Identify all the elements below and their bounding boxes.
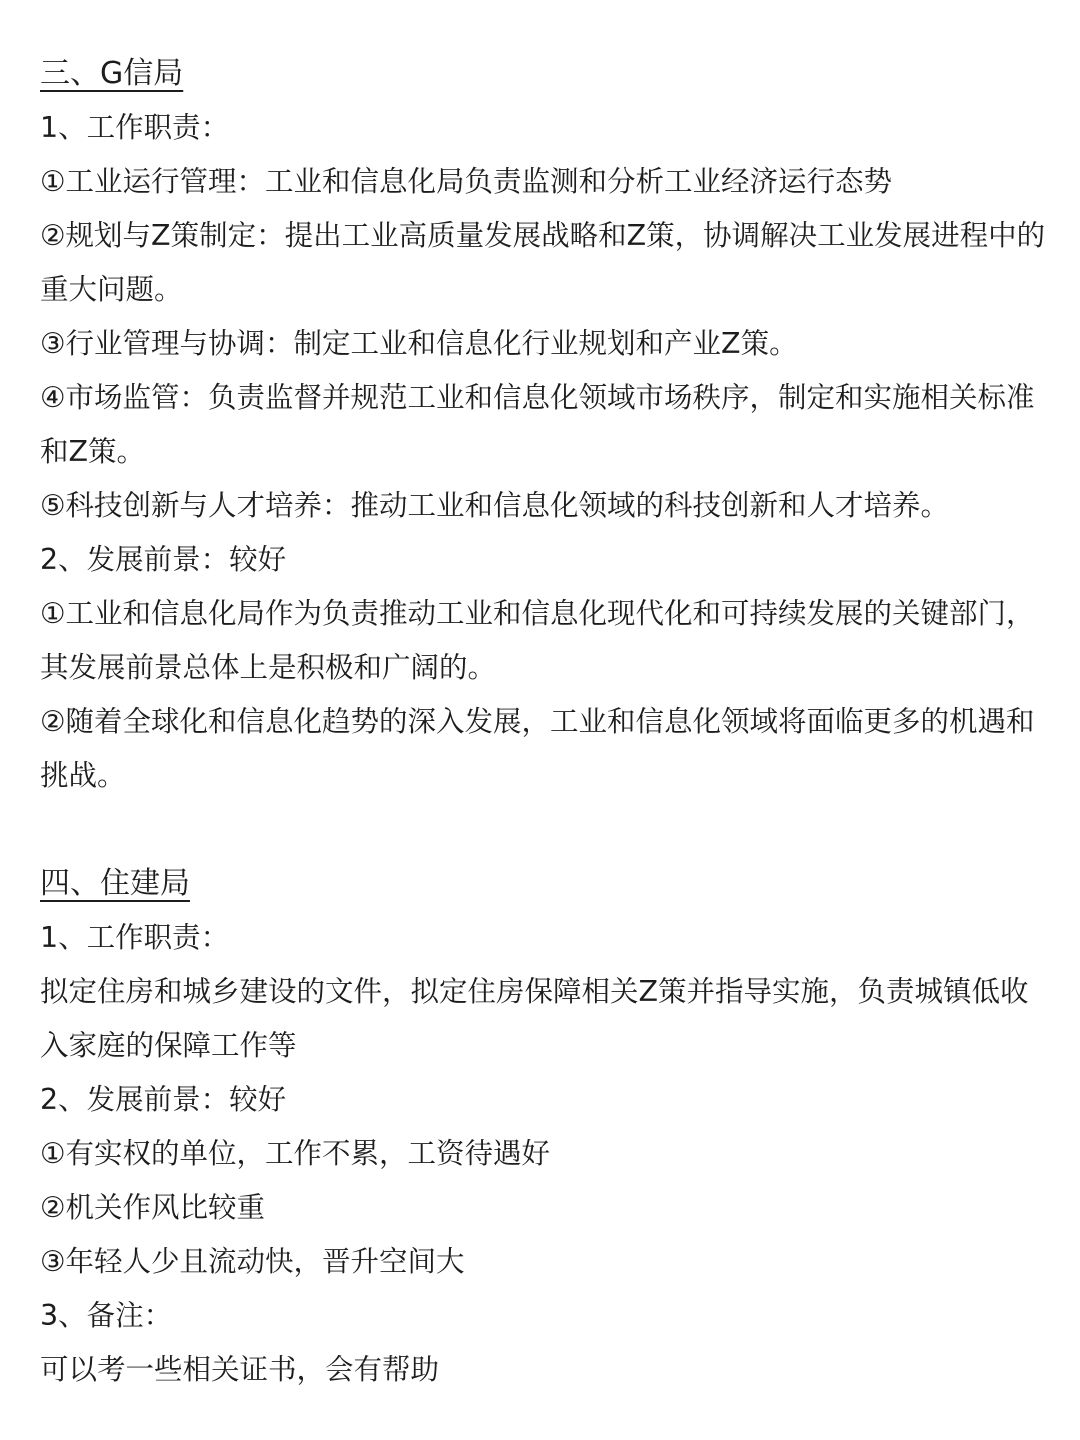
duty-item: ①工业运行管理：工业和信息化局负责监测和分析工业经济运行态势 — [40, 165, 893, 198]
section-heading: 四、住建局 — [40, 866, 190, 901]
prospect-label: 2、发展前景：较好 — [40, 543, 287, 576]
section-g-bureau — [40, 47, 1050, 803]
section-spacer — [40, 803, 1050, 857]
duty-item: ④市场监管：负责监督并规范工业和信息化领域市场秩序，制定和实施相关标准和Z策。 — [40, 381, 1035, 468]
section-heading: 三、G信局 — [40, 56, 184, 91]
notes-label: 3、备注： — [40, 1299, 173, 1332]
prospect-item: ①有实权的单位，工作不累，工资待遇好 — [40, 1137, 551, 1170]
duty-item: ②规划与Z策制定：提出工业高质量发展战略和Z策，协调解决工业发展进程中的重大问题。 — [40, 219, 1046, 306]
prospect-item: ②机关作风比较重 — [40, 1191, 266, 1224]
prospect-item: ①工业和信息化局作为负责推动工业和信息化现代化和可持续发展的关键部门，其发展前景总体上是积极和广阔的。 — [40, 597, 1035, 684]
prospect-label: 2、发展前景：较好 — [40, 1083, 287, 1116]
prospect-item: ②随着全球化和信息化趋势的深入发展，工业和信息化领域将面临更多的机遇和挑战。 — [40, 705, 1035, 792]
section-housing-bureau — [40, 857, 1050, 1397]
document-body — [40, 47, 1050, 1397]
notes-text: 可以考一些相关证书，会有帮助 — [40, 1353, 440, 1386]
duties-label: 1、工作职责： — [40, 111, 230, 144]
duty-item: ③行业管理与协调：制定工业和信息化行业规划和产业Z策。 — [40, 327, 798, 360]
duty-item: ⑤科技创新与人才培养：推动工业和信息化领域的科技创新和人才培养。 — [40, 489, 950, 522]
duties-label: 1、工作职责： — [40, 921, 230, 954]
duties-text: 拟定住房和城乡建设的文件，拟定住房保障相关Z策并指导实施，负责城镇低收入家庭的保障工作等 — [40, 975, 1029, 1062]
prospect-item: ③年轻人少且流动快，晋升空间大 — [40, 1245, 465, 1278]
